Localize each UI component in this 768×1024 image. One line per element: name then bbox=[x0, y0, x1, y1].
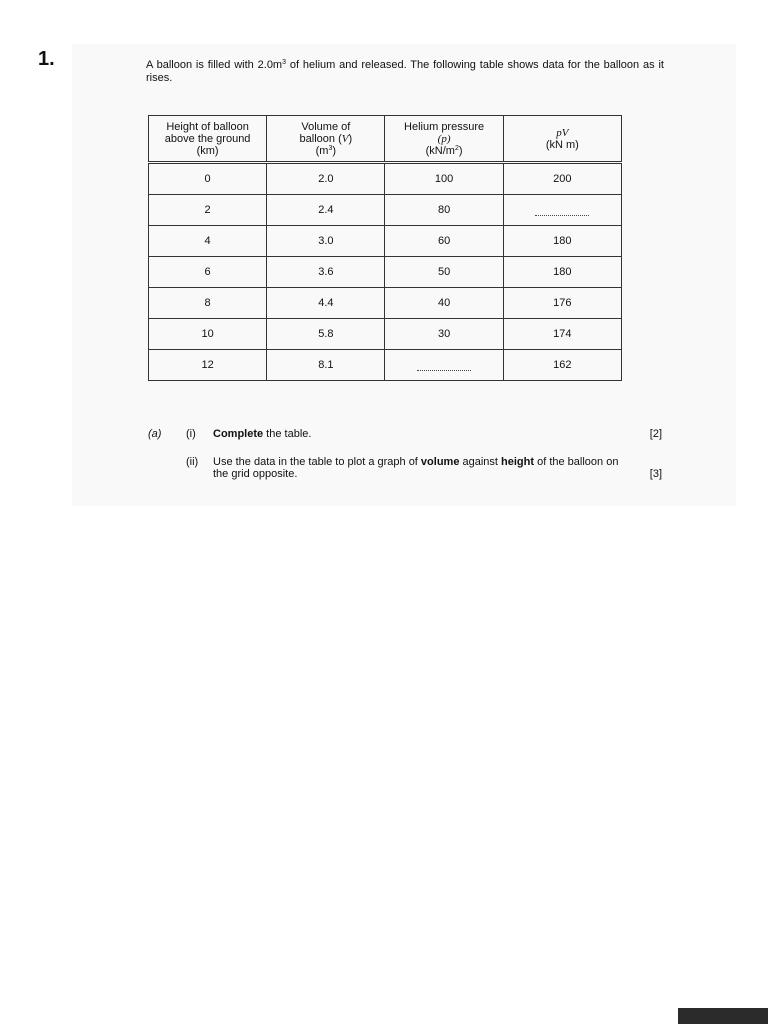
part-ii-bold-volume: volume bbox=[420, 456, 460, 468]
header-volume bbox=[267, 116, 385, 163]
data-table-wrapper bbox=[148, 115, 622, 381]
header-pressure-line1: Helium pressure bbox=[404, 120, 485, 133]
part-a-ii bbox=[148, 456, 662, 482]
header-volume-unit-a: (m bbox=[315, 144, 329, 157]
header-pressure-unit-b: ) bbox=[458, 144, 463, 157]
table-header-row bbox=[149, 116, 622, 163]
part-ii-text1: Use the data in the table to plot a graph of bbox=[213, 456, 421, 468]
table-cell: 6 bbox=[149, 257, 267, 288]
header-volume-line1: Volume of bbox=[301, 120, 351, 133]
part-i-text bbox=[213, 428, 633, 440]
table-cell: 60 bbox=[385, 226, 503, 257]
table-cell: 162 bbox=[503, 350, 621, 381]
part-i-label: (i) bbox=[186, 428, 196, 440]
table-cell: 80 bbox=[385, 195, 503, 226]
part-a-label: (a) bbox=[148, 428, 162, 440]
table-cell: 100 bbox=[385, 163, 503, 195]
table-row bbox=[149, 257, 622, 288]
table-row bbox=[149, 350, 622, 381]
header-pv-unit: (kN m) bbox=[545, 138, 579, 151]
header-volume-line2b: ) bbox=[348, 132, 353, 145]
header-pressure-symbol: (p) bbox=[437, 132, 451, 145]
table-row bbox=[149, 226, 622, 257]
intro-text-end: of helium and released. The following table shows data for the balloon as it rises. bbox=[146, 59, 664, 84]
table-cell: 0 bbox=[149, 163, 267, 195]
part-ii-text bbox=[213, 456, 633, 480]
table-cell: 174 bbox=[503, 319, 621, 350]
table-cell: 12 bbox=[149, 350, 267, 381]
header-height-line2: above the ground bbox=[164, 132, 251, 145]
table-cell: 180 bbox=[503, 226, 621, 257]
table-cell: 40 bbox=[385, 288, 503, 319]
header-height-line1: Height of balloon bbox=[166, 120, 249, 133]
part-ii-marks: [3] bbox=[649, 468, 662, 480]
table-cell: 8 bbox=[149, 288, 267, 319]
header-pv bbox=[503, 116, 621, 163]
part-ii-label: (ii) bbox=[186, 456, 199, 468]
table-cell: 50 bbox=[385, 257, 503, 288]
table-cell: 2.4 bbox=[267, 195, 385, 226]
corner-bar bbox=[678, 1008, 768, 1024]
pv-answer-blank[interactable] bbox=[503, 195, 621, 226]
header-pressure-unit-a: (kN/m bbox=[425, 144, 455, 157]
header-height-line3: (km) bbox=[196, 144, 219, 157]
question-number: 1. bbox=[38, 48, 55, 70]
table-cell: 30 bbox=[385, 319, 503, 350]
question-intro bbox=[146, 59, 664, 85]
table-cell: 5.8 bbox=[267, 319, 385, 350]
pressure-answer-blank[interactable] bbox=[385, 350, 503, 381]
balloon-data-table bbox=[148, 115, 622, 381]
table-cell: 3.6 bbox=[267, 257, 385, 288]
table-cell: 4.4 bbox=[267, 288, 385, 319]
part-i-rest: the table. bbox=[263, 428, 312, 440]
header-volume-unit-b: ) bbox=[332, 144, 337, 157]
table-cell: 4 bbox=[149, 226, 267, 257]
header-volume-symbol: V bbox=[341, 132, 349, 145]
header-pressure bbox=[385, 116, 503, 163]
answer-dotted-line[interactable] bbox=[535, 207, 589, 216]
part-a-i bbox=[148, 428, 662, 442]
table-cell: 8.1 bbox=[267, 350, 385, 381]
table-cell: 2.0 bbox=[267, 163, 385, 195]
part-i-marks: [2] bbox=[649, 428, 662, 440]
part-i-bold: Complete bbox=[213, 428, 264, 440]
table-row bbox=[149, 288, 622, 319]
header-pressure-unit-sup: 2 bbox=[454, 144, 459, 152]
question-parts bbox=[148, 428, 662, 482]
table-cell: 3.0 bbox=[267, 226, 385, 257]
table-row bbox=[149, 195, 622, 226]
table-cell: 200 bbox=[503, 163, 621, 195]
header-volume-unit-sup: 3 bbox=[328, 144, 333, 152]
header-height bbox=[149, 116, 267, 163]
table-row bbox=[149, 163, 622, 195]
table-row bbox=[149, 319, 622, 350]
table-cell: 176 bbox=[503, 288, 621, 319]
part-ii-text2: against bbox=[459, 456, 502, 468]
header-volume-line2a: balloon ( bbox=[299, 132, 342, 145]
table-cell: 2 bbox=[149, 195, 267, 226]
part-ii-text3: of the balloon on the grid opposite. bbox=[213, 456, 619, 480]
table-cell: 10 bbox=[149, 319, 267, 350]
intro-text-start: A balloon is filled with 2.0m bbox=[146, 59, 283, 71]
intro-superscript: 3 bbox=[282, 59, 287, 66]
header-pv-symbol: pV bbox=[556, 126, 569, 139]
table-cell: 180 bbox=[503, 257, 621, 288]
part-ii-bold-height: height bbox=[501, 456, 535, 468]
answer-dotted-line[interactable] bbox=[417, 362, 471, 371]
